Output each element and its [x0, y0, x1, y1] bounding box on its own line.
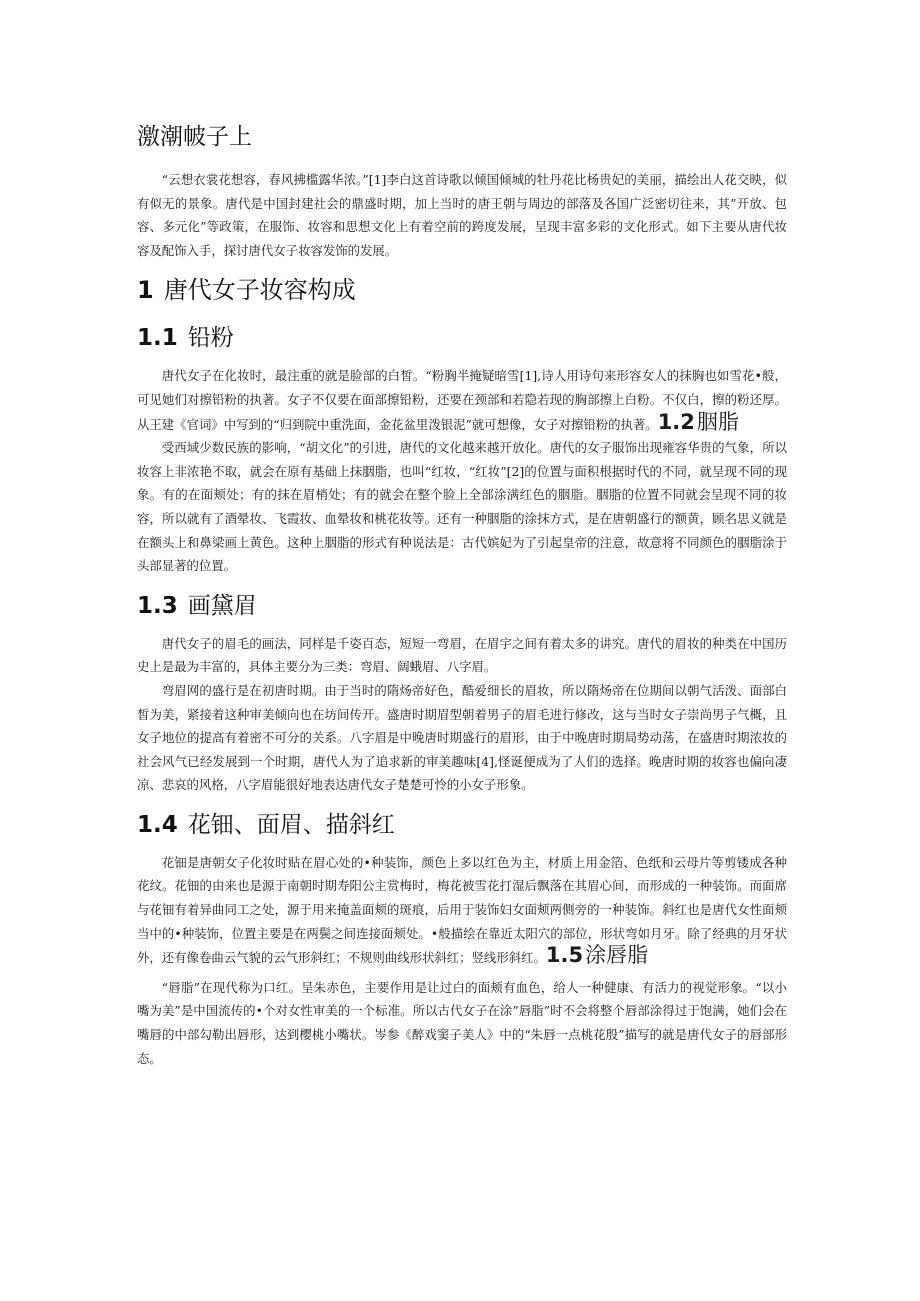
section-1-3-paragraph-2: 弯眉网的盛行是在初唐时期。由于当时的隋炀帝好色，酷爱细长的眉妆，所以隋炀帝在位期间以朝气活泼、面部白皙为美，紧接着这种审美倾向也在坊间传开。盛唐时期眉型朝着男子的眉毛进行修改，这与当时女子崇尚男子气概，且女子地位的提高有着密不可分的关系。八字眉是中晚唐时期盛行的眉形，由于中晚唐时期局势动荡，在盛唐时期浓妆的社会风气已经发展到一个时期，唐代人为了追求新的审美趣味[4],怪诞便成为了人们的选择。晚唐时期的妆容也偏向凄凉、悲哀的风格，八字眉能很好地表达唐代女子楚楚可怜的小女子形象。 [137, 682, 787, 793]
section-1-5-title: 涂唇脂 [585, 943, 649, 968]
intro-paragraph: “云想衣裳花想容，春风拂槛露华浓。”[1]李白这首诗歌以倾国倾城的牡丹花比杨贵妃的美丽，描绘出人花交映，似有似无的景象。唐代是中国封建社会的鼎盛时期，加上当时的唐王朝与周边的部落及各国广泛密切往来，其”开放、包容、多元化”等政策，在服饰、妆容和思想文化上有着空前的跨度发展，呈现丰富多彩的文化形式。如下主要从唐代妆容及配饰入手，探讨唐代女子妆容发饰的发展。 [137, 172, 787, 258]
section-1-3-title: 画黛眉 [187, 592, 257, 619]
section-1-4-title: 花钿、面眉、描斜红 [187, 811, 395, 838]
section-1-4-text: 花钿是唐朝女子化妆时贴在眉心处的•种装饰，颜色上多以红色为主，材质上用金箔、色纸和云母片等剪镂成各种花纹。花钿的由来也是源于南朝时期寿阳公主赏梅时，梅花被雪花打湿后飘落在其眉心间，而形成的一种装饰。而面席与花钿有着异曲同工之处，源于用来掩盖面颊的斑痕，后用于装饰妇女面颊两侧旁的一种装饰。斜红也是唐代女性面颊当中的•种装饰，位置主要是在两鬓之间连接面颊处。•般描绘在靠近太阳穴的部位，形状弯如月牙。除了经典的月牙状外，还有像卷曲云气貌的云气形斜红；不规则曲线形状斜红；竖线形斜红。 [137, 854, 787, 966]
section-1-3-heading [137, 586, 787, 626]
section-1-1-text: 唐代女子在化妆时，最注重的就是脸部的白皙。“粉胸半掩疑暗雪[1],诗人用诗句来形容女人的抹胸也如雪花•般，可见她们对擦铅粉的执著。女子不仅要在面部擦铅粉，还要在颈部和若隐若现的胸部擦上白粉。不仅白，擦的粉还厚。从王建《官词》中写到的“归到院中重洗面，金花盆里泼银泥”就可想像，女子对擦铅粉的执著。 [137, 368, 787, 432]
section-1-5-number: 1.5 [545, 943, 584, 968]
section-1-3-paragraph-1: 唐代女子的眉毛的画法，同样是千姿百态，短短一弯眉，在眉宇之间有着太多的讲究。唐代的眉妆的种类在中国历史上是最为丰富的，具体主要分为三类：弯眉、阔蛾眉、八字眉。 [137, 635, 787, 675]
section-1-5-paragraph: “唇脂”在现代称为口红。呈朱赤色，主要作用是让过白的面颊有血色，给人一种健康、有活力的视觉形象。“以小嘴为美”是中国流传的•个对女性审美的一个标准。所以古代女子在涂”唇脂”时不会将整个唇部涂得过于饱满，她们会在嘴唇的中部勾勒出唇形，达到樱桃小嘴状。岑参《醉戏窦子美人》中的“朱唇一点桃花殷”描写的就是唐代女子的唇部形态。 [137, 979, 787, 1066]
section-1-number: 1 [137, 276, 154, 305]
section-1-2-heading [658, 410, 739, 434]
section-1-heading [137, 270, 787, 310]
section-1-4-number: 1.4 [137, 811, 178, 838]
section-1-2-title: 胭脂 [696, 409, 739, 434]
section-1-4-heading [137, 805, 787, 845]
document-title: 激潮帔子上 [137, 124, 252, 150]
section-1-1-paragraph [137, 364, 787, 436]
section-1-3-number: 1.3 [137, 592, 178, 619]
section-1-2-number: 1.2 [657, 409, 695, 434]
section-1-1-title: 铅粉 [187, 325, 234, 352]
section-1-4-paragraph [137, 851, 787, 970]
section-1-2-paragraph: 受西域少数民族的影响，“胡文化”的引进，唐代的文化越来越开放化。唐代的女子服饰出现雍容华贵的气象，所以妆容上非浓艳不取，就会在原有基础上抹胭脂，也叫“红妆，“红妆”[2]的位置与面积根据时代的不同，就呈现不同的现象。有的在面颊处；有的抹在眉梢处；有的就会在整个脸上全部涂满红色的胭脂。胭脂的位置不同就会呈现不同的妆容，所以就有了酒晕妆、飞霞妆、血晕妆和桃花妆等。还有一种胭脂的涂抹方式，是在唐朝盛行的额黄，顾名思义就是在额头上和鼻梁画上黄色。这种上胭脂的形式有种说法是：古代嫔妃为了引起皇帝的注意，故意将不同颜色的胭脂涂于头部显著的位置。 [137, 440, 787, 574]
section-1-1-number: 1.1 [137, 325, 178, 352]
section-1-1-heading [137, 318, 787, 358]
document-body [137, 120, 787, 1070]
section-1-5-heading [546, 943, 648, 967]
section-1-title: 唐代女子妆容构成 [163, 276, 356, 305]
